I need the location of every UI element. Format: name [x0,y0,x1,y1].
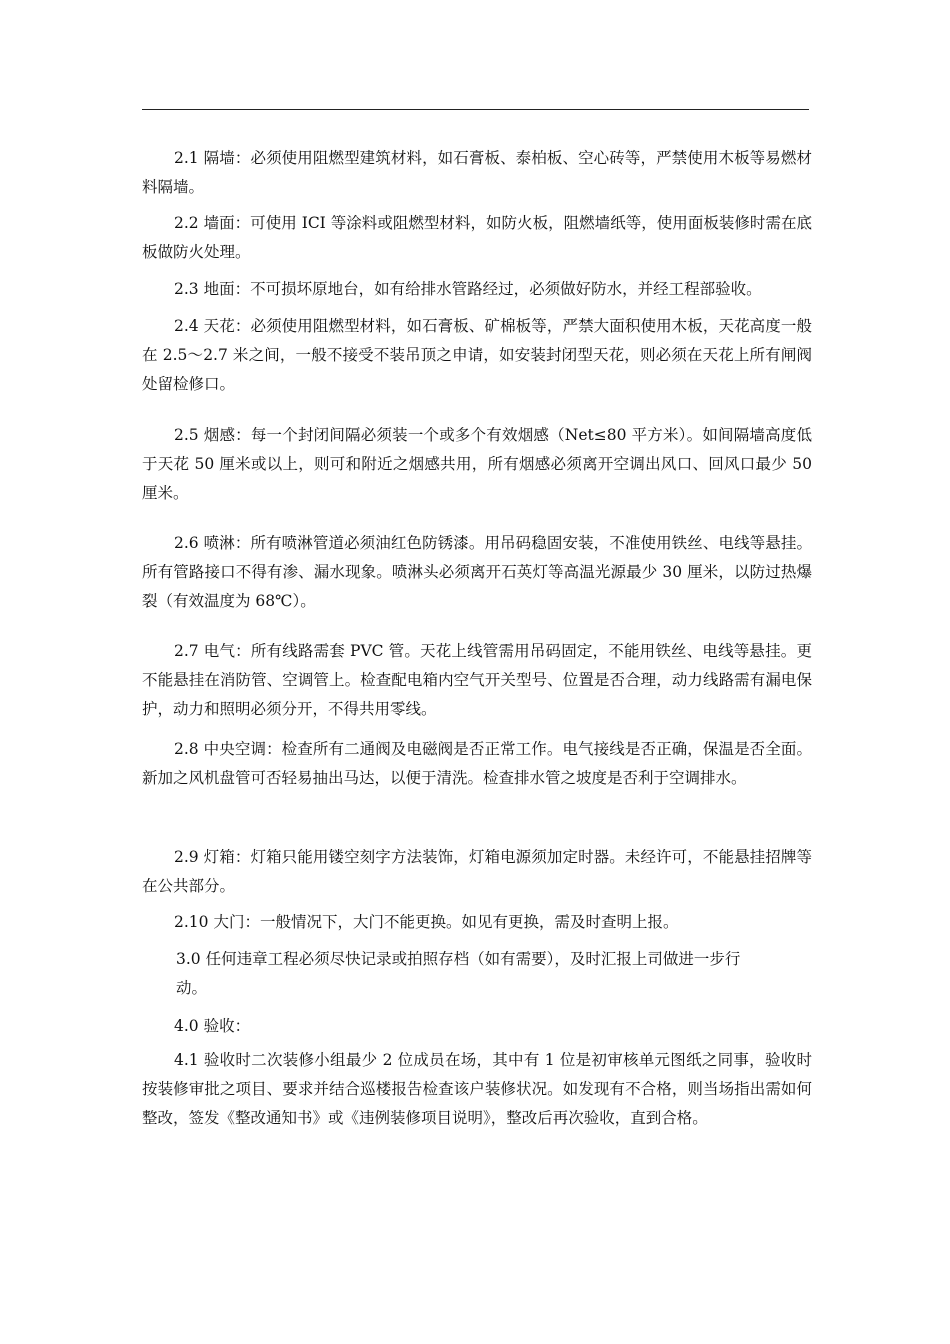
section-4-0-heading: 4.0 验收： [174,1017,251,1035]
paragraph-2-9: 2.9 灯箱：灯箱只能用镂空刻字方法装饰，灯箱电源须加定时器。未经许可，不能悬挂招牌等在公共部分。 [142,848,812,895]
paragraph-2-7: 2.7 电气：所有线路需套 PVC 管。天花上线管需用吊码固定，不能用铁丝、电线等悬挂。更不能悬挂在消防管、空调管上。检查配电箱内空气开关型号、位置是否合理，动力线路需有漏电保护，动力和照明必须分开，不得共用零线。 [142,642,812,718]
paragraph-2-6: 2.6 喷淋：所有喷淋管道必须油红色防锈漆。用吊码稳固安装，不准使用铁丝、电线等悬挂。所有管路接口不得有渗、漏水现象。喷淋头必须离开石英灯等高温光源最少 30 厘米，以防过热爆裂（有效温度为 68℃）。 [142,534,812,610]
paragraph-2-2: 2.2 墙面：可使用 ICI 等涂料或阻燃型材料，如防火板，阻燃墙纸等，使用面板装修时需在底板做防火处理。 [142,214,812,261]
paragraph-2-3: 2.3 地面：不可损坏原地台，如有给排水管路经过，必须做好防水，并经工程部验收。 [174,280,762,298]
header-rule [142,109,809,110]
paragraph-2-10: 2.10 大门：一般情况下，大门不能更换。如见有更换，需及时查明上报。 [174,913,679,931]
paragraph-4-1: 4.1 验收时二次装修小组最少 2 位成员在场，其中有 1 位是初审核单元图纸之同事，验收时按装修审批之项目、要求并结合巡楼报告检查该户装修状况。如发现有不合格，则当场指出需如何整改，签发《整改通知书》或《违例装修项目说明》，整改后再次验收，直到合格。 [142,1051,812,1127]
paragraph-3-0-continuation: 动。 [176,979,208,997]
paragraph-2-1: 2.1 隔墙：必须使用阻燃型建筑材料，如石膏板、泰柏板、空心砖等，严禁使用木板等易燃材料隔墙。 [142,149,812,196]
paragraph-2-8: 2.8 中央空调：检查所有二通阀及电磁阀是否正常工作。电气接线是否正确，保温是否全面。新加之风机盘管可否轻易抽出马达，以便于清洗。检查排水管之坡度是否利于空调排水。 [142,740,812,787]
paragraph-2-4: 2.4 天花：必须使用阻燃型材料，如石膏板、矿棉板等，严禁大面积使用木板，天花高度一般在 2.5～2.7 米之间，一般不接受不装吊顶之申请，如安装封闭型天花，则必须在天花上所有闸阀处留检修口。 [142,317,812,393]
paragraph-3-0: 3.0 任何违章工程必须尽快记录或拍照存档（如有需要），及时汇报上司做进一步行 [176,950,741,968]
paragraph-2-5: 2.5 烟感：每一个封闭间隔必须装一个或多个有效烟感（Net≤80 平方米）。如间隔墙高度低于天花 50 厘米或以上，则可和附近之烟感共用，所有烟感必须离开空调出风口、回风口最少 50 厘米。 [142,426,812,502]
